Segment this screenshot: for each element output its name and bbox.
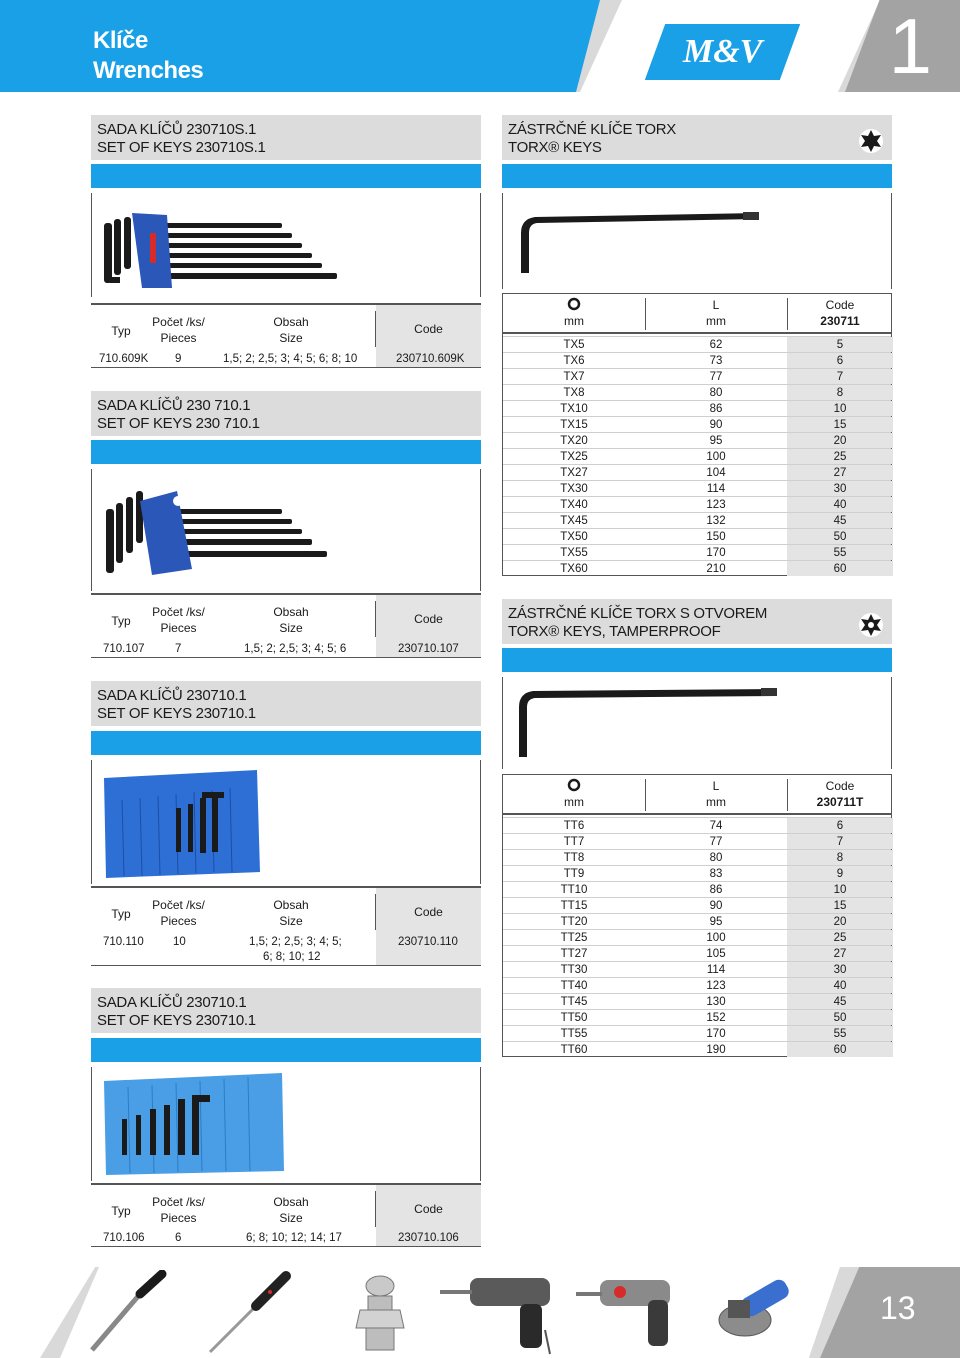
table-row: [503, 1041, 891, 1057]
table-row: [503, 865, 891, 881]
torx-bar: [502, 164, 892, 188]
row-code: 30: [787, 481, 893, 496]
row-code: 40: [787, 497, 893, 512]
row-code: 55: [787, 1026, 893, 1041]
col-pieces-cs: Počet /ks/: [152, 605, 205, 619]
torx-tamper-col-code: Code: [825, 779, 855, 793]
row-length: 114: [706, 964, 726, 976]
row-code: 6: [787, 818, 893, 833]
row-length: 100: [706, 451, 726, 463]
col-size-cs: Obsah: [273, 315, 309, 329]
table-row: [503, 336, 891, 352]
hex-key-set-holder-icon: [92, 469, 480, 579]
table-row: [503, 1025, 891, 1041]
row-length: 86: [709, 403, 723, 415]
row-code: 50: [787, 1010, 893, 1025]
set-1-pieces: 9: [175, 353, 182, 365]
col-pieces-cs: Počet /ks/: [152, 898, 205, 912]
set-1-title: [91, 115, 481, 160]
row-code: 15: [787, 898, 893, 913]
set-4-title: [91, 988, 481, 1033]
row-size: TT6: [563, 820, 585, 832]
table-row: [503, 945, 891, 961]
set-4-size: 6; 8; 10; 12; 14; 17: [246, 1232, 342, 1244]
torx-title-cs: ZÁSTRČNÉ KLÍČE TORX: [508, 121, 676, 138]
row-length: 104: [706, 467, 726, 479]
row-length: 95: [709, 435, 723, 447]
hex-key-roll-icon: [92, 1067, 480, 1181]
set-1-spec-row: [91, 351, 481, 368]
set-4-spec-header: [91, 1183, 481, 1231]
col-typ: Typ: [111, 324, 131, 338]
row-length: 80: [709, 852, 723, 864]
row-code: 45: [787, 994, 893, 1009]
row-length: 132: [706, 515, 726, 527]
col-code: Code: [376, 595, 481, 643]
drill-icon: [576, 1280, 670, 1346]
torx-tamper-icon: [858, 612, 884, 638]
torx-col-length: L: [712, 298, 720, 312]
torx-tamper-key-icon: [503, 677, 891, 769]
set-1-image: [91, 193, 481, 297]
set-4-pieces: 6: [175, 1232, 182, 1244]
row-length: 210: [706, 563, 726, 575]
row-code: 55: [787, 545, 893, 560]
torx-tamper-bar: [502, 648, 892, 672]
set-4-title-en: SET OF KEYS 230710.1: [97, 1012, 256, 1029]
row-code: 15: [787, 417, 893, 432]
set-3-size: 1,5; 2; 2,5; 3; 4; 5;: [249, 936, 342, 948]
col-size-en: Size: [279, 914, 303, 928]
torx-rows: [503, 336, 891, 576]
row-size: TX10: [560, 403, 588, 415]
row-length: 77: [709, 371, 723, 383]
torx-tamper-rows: [503, 817, 891, 1057]
row-code: 7: [787, 369, 893, 384]
col-size-cs: Obsah: [273, 898, 309, 912]
row-length: 123: [706, 499, 726, 511]
row-code: 45: [787, 513, 893, 528]
footer-tools: [80, 1270, 820, 1356]
row-size: TT55: [560, 1028, 588, 1040]
row-length: 150: [706, 531, 726, 543]
set-4-spec-row: [91, 1230, 481, 1247]
torx-key-icon: [503, 193, 891, 289]
table-row: [503, 977, 891, 993]
set-2-pieces: 7: [175, 643, 182, 655]
set-3-title-en: SET OF KEYS 230710.1: [97, 705, 256, 722]
hex-key-set-fan-icon: [92, 193, 480, 297]
row-size: TX60: [560, 563, 588, 575]
set-1-code: 230710.609K: [376, 351, 481, 367]
row-size: TT15: [560, 900, 588, 912]
set-4-bar: [91, 1038, 481, 1062]
table-row: [503, 416, 891, 432]
set-3-typ: 710.110: [103, 936, 144, 948]
torx-size-icon: [567, 297, 581, 311]
set-3-image: [91, 760, 481, 884]
torx-tamper-col-size-unit: mm: [564, 795, 584, 809]
row-size: TT30: [560, 964, 588, 976]
row-size: TX30: [560, 483, 588, 495]
row-length: 90: [709, 900, 723, 912]
set-2-title-cs: SADA KLÍČŮ 230 710.1: [97, 397, 251, 414]
angle-grinder-icon: [719, 1277, 792, 1336]
row-size: TX40: [560, 499, 588, 511]
torx-tamper-table-header: [503, 775, 891, 815]
set-2-spec-row: [91, 641, 481, 658]
set-1-size: 1,5; 2; 2,5; 3; 4; 5; 6; 8; 10: [223, 353, 358, 365]
set-3-spec-header: [91, 886, 481, 934]
set-1-title-en: SET OF KEYS 230710S.1: [97, 139, 266, 156]
row-size: TX25: [560, 451, 588, 463]
row-length: 90: [709, 419, 723, 431]
row-size: TT20: [560, 916, 588, 928]
set-3-title: [91, 681, 481, 726]
torx-tamper-col-length-unit: mm: [706, 795, 726, 809]
set-2-title-en: SET OF KEYS 230 710.1: [97, 415, 260, 432]
table-row: [503, 993, 891, 1009]
table-row: [503, 560, 891, 576]
row-size: TX55: [560, 547, 588, 559]
set-2-title: [91, 391, 481, 436]
set-3-code: 230710.110: [376, 934, 481, 965]
row-length: 86: [709, 884, 723, 896]
row-size: TX8: [563, 387, 585, 399]
row-size: TT40: [560, 980, 588, 992]
col-pieces-en: Pieces: [160, 1211, 197, 1225]
torx-title-en: TORX® KEYS: [508, 139, 602, 156]
set-2-size: 1,5; 2; 2,5; 3; 4; 5; 6: [244, 643, 347, 655]
set-3-size-line2: 6; 8; 10; 12: [263, 951, 321, 963]
set-1-bar: [91, 164, 481, 188]
row-length: 114: [706, 483, 726, 495]
row-size: TT9: [563, 868, 585, 880]
row-size: TX27: [560, 467, 588, 479]
chapter-number: 1: [888, 2, 932, 90]
set-2-code: 230710.107: [376, 641, 481, 657]
set-1-typ: 710.609K: [99, 353, 149, 365]
col-size-en: Size: [279, 331, 303, 345]
set-3-pieces: 10: [173, 936, 186, 948]
file-icon: [92, 1274, 162, 1350]
category-title-cs: Klíče: [93, 27, 148, 54]
torx-title: [502, 115, 892, 160]
row-size: TX15: [560, 419, 588, 431]
brand-logo: [645, 24, 800, 80]
set-1-spec-header: [91, 303, 481, 351]
row-size: TT45: [560, 996, 588, 1008]
torx-tamper-col-length: L: [712, 779, 720, 793]
table-row: [503, 432, 891, 448]
row-code: 50: [787, 529, 893, 544]
col-code: Code: [376, 305, 481, 353]
hammer-drill-icon: [440, 1278, 550, 1354]
row-length: 77: [709, 836, 723, 848]
row-length: 152: [706, 1012, 726, 1024]
row-size: TX5: [563, 339, 585, 351]
set-3-spec-row: [91, 934, 481, 966]
row-length: 100: [706, 932, 726, 944]
col-size-en: Size: [279, 1211, 303, 1225]
row-length: 62: [709, 339, 723, 351]
col-size-cs: Obsah: [273, 605, 309, 619]
torx-col-code-num: 230711: [820, 314, 860, 328]
row-code: 27: [787, 465, 893, 480]
row-size: TT10: [560, 884, 588, 896]
table-row: [503, 849, 891, 865]
torx-tamper-title-cs: ZÁSTRČNÉ KLÍČE TORX S OTVOREM: [508, 605, 768, 622]
set-2-image: [91, 469, 481, 591]
table-row: [503, 833, 891, 849]
row-size: TX7: [563, 371, 585, 383]
row-code: 30: [787, 962, 893, 977]
row-length: 80: [709, 387, 723, 399]
row-size: TT7: [563, 836, 585, 848]
hex-key-pouch-icon: [92, 760, 480, 884]
row-size: TT50: [560, 1012, 588, 1024]
row-code: 10: [787, 882, 893, 897]
table-row: [503, 961, 891, 977]
row-code: 60: [787, 1042, 893, 1057]
row-length: 130: [706, 996, 726, 1008]
row-code: 8: [787, 385, 893, 400]
row-code: 20: [787, 914, 893, 929]
row-length: 73: [709, 355, 723, 367]
torx-tamper-title: [502, 599, 892, 644]
table-row: [503, 512, 891, 528]
row-length: 83: [709, 868, 723, 880]
row-length: 105: [706, 948, 726, 960]
table-row: [503, 897, 891, 913]
row-code: 27: [787, 946, 893, 961]
row-size: TT8: [563, 852, 585, 864]
torx-table: [502, 293, 892, 576]
row-code: 9: [787, 866, 893, 881]
torx-tamper-size-icon: [567, 778, 581, 792]
torx-tamper-table: [502, 774, 892, 1057]
torx-col-size-unit: mm: [564, 314, 584, 328]
set-4-typ: 710.106: [103, 1232, 145, 1244]
row-code: 8: [787, 850, 893, 865]
col-pieces-en: Pieces: [160, 331, 197, 345]
table-row: [503, 528, 891, 544]
torx-image: [502, 193, 892, 289]
set-4-image: [91, 1067, 481, 1181]
row-code: 20: [787, 433, 893, 448]
row-size: TX6: [563, 355, 585, 367]
row-code: 10: [787, 401, 893, 416]
table-row: [503, 913, 891, 929]
row-length: 170: [706, 547, 726, 559]
row-code: 6: [787, 353, 893, 368]
row-code: 5: [787, 337, 893, 352]
table-row: [503, 929, 891, 945]
set-4-title-cs: SADA KLÍČŮ 230710.1: [97, 994, 247, 1011]
set-3-bar: [91, 731, 481, 755]
torx-col-length-unit: mm: [706, 314, 726, 328]
row-size: TT25: [560, 932, 588, 944]
row-code: 40: [787, 978, 893, 993]
col-typ: Typ: [111, 614, 131, 628]
row-length: 123: [706, 980, 726, 992]
header-blue-band: [0, 0, 600, 92]
col-size-en: Size: [279, 621, 303, 635]
set-2-typ: 710.107: [103, 643, 145, 655]
col-size-cs: Obsah: [273, 1195, 309, 1209]
table-row: [503, 1009, 891, 1025]
set-1-title-cs: SADA KLÍČŮ 230710S.1: [97, 121, 257, 138]
set-3-title-cs: SADA KLÍČŮ 230710.1: [97, 687, 247, 704]
table-row: [503, 480, 891, 496]
table-row: [503, 881, 891, 897]
col-pieces-cs: Počet /ks/: [152, 315, 205, 329]
col-pieces-cs: Počet /ks/: [152, 1195, 205, 1209]
col-pieces-en: Pieces: [160, 914, 197, 928]
row-size: TX20: [560, 435, 588, 447]
screwdriver-icon: [210, 1276, 286, 1352]
row-length: 74: [709, 820, 723, 832]
table-row: [503, 368, 891, 384]
set-2-bar: [91, 440, 481, 464]
col-code: Code: [376, 888, 481, 936]
torx-col-code: Code: [825, 298, 855, 312]
table-row: [503, 464, 891, 480]
page-number: 13: [880, 1290, 916, 1326]
row-code: 25: [787, 449, 893, 464]
row-code: 60: [787, 561, 893, 576]
table-row: [503, 384, 891, 400]
col-pieces-en: Pieces: [160, 621, 197, 635]
row-length: 170: [706, 1028, 726, 1040]
row-length: 95: [709, 916, 723, 928]
table-row: [503, 400, 891, 416]
category-title-en: Wrenches: [93, 57, 204, 84]
col-code: Code: [376, 1185, 481, 1233]
set-4-code: 230710.106: [376, 1230, 481, 1246]
row-size: TT60: [560, 1044, 588, 1056]
row-length: 190: [706, 1044, 726, 1056]
table-row: [503, 817, 891, 833]
torx-tamper-col-code-num: 230711T: [816, 795, 864, 809]
grease-nipple-icon: [356, 1276, 404, 1350]
table-row: [503, 544, 891, 560]
row-size: TX50: [560, 531, 588, 543]
table-row: [503, 496, 891, 512]
row-code: 7: [787, 834, 893, 849]
set-2-spec-header: [91, 593, 481, 641]
col-typ: Typ: [111, 907, 131, 921]
brand-logo-text: M&V: [682, 33, 763, 70]
torx-star-icon: [858, 128, 884, 154]
col-typ: Typ: [111, 1204, 131, 1218]
torx-tamper-title-en: TORX® KEYS, TAMPERPROOF: [508, 623, 721, 640]
table-row: [503, 448, 891, 464]
torx-table-header: [503, 294, 891, 334]
row-size: TT27: [560, 948, 588, 960]
table-row: [503, 352, 891, 368]
row-code: 25: [787, 930, 893, 945]
row-size: TX45: [560, 515, 588, 527]
torx-tamper-image: [502, 677, 892, 769]
